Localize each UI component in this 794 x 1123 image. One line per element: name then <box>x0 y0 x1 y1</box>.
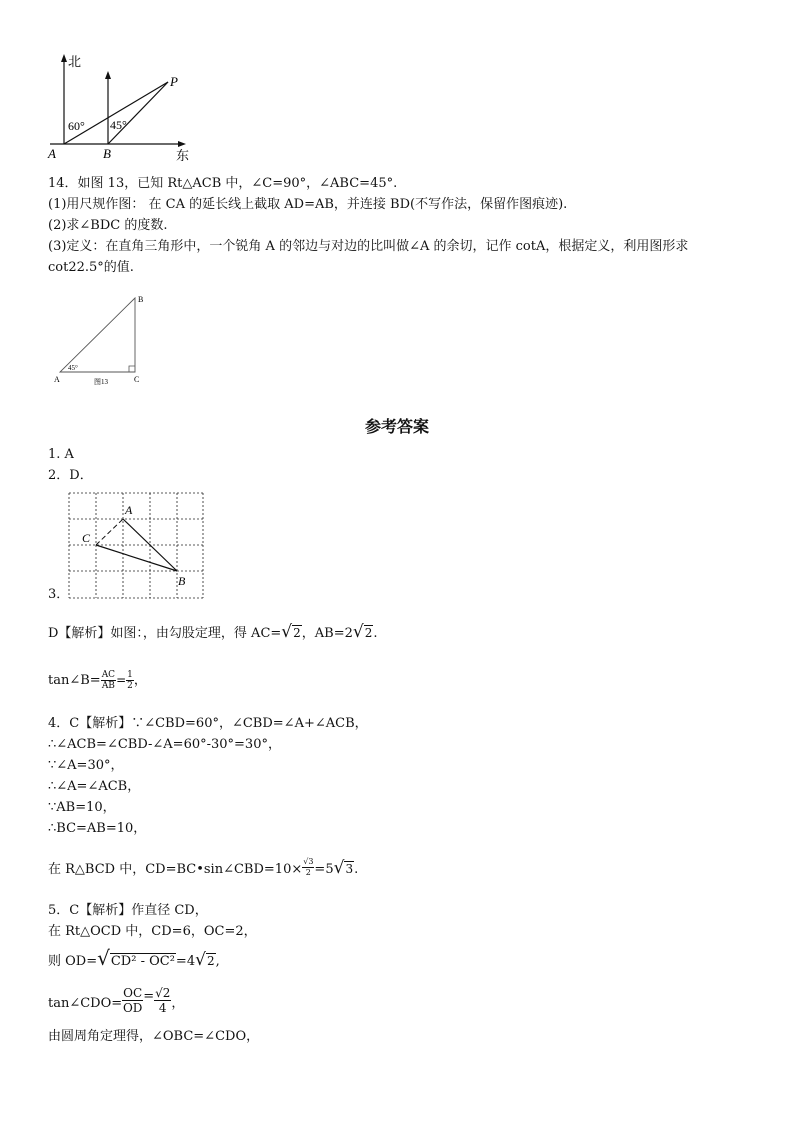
a5-line2: 在 Rt△OCD 中，CD=6，OC=2， <box>48 924 257 939</box>
a5-line1: 5．C【解析】作直径 CD， <box>48 903 208 918</box>
answer-3-number: 3． <box>48 587 70 602</box>
answer-2: 2．D． <box>48 468 93 483</box>
point-b: B <box>103 146 111 161</box>
grid-figure <box>68 492 206 602</box>
fig13-a: A <box>54 375 60 384</box>
q14-line1: 14．如图 13，已知 Rt△ACB 中，∠C=90°，∠ABC=45°. <box>48 176 398 191</box>
a4-line2: ∴∠ACB=∠CBD-∠A=60°-30°=30°， <box>48 737 281 752</box>
grid-b: B <box>178 574 186 588</box>
east-label: 东 <box>176 148 190 163</box>
a5-tan-line: tan∠CDO= $\frac{OC}{OD}$ = $\frac{√2}{4}$ ， <box>48 986 185 1015</box>
fig13-b: B <box>138 295 144 304</box>
q14-line2: (1)用尺规作图： 在 CA 的延长线上截取 AD=AB，并连接 BD(不写作法，保留作图痕迹). <box>48 197 568 212</box>
a4-line7: 在 R△BCD 中，CD=BC•sin∠CBD=10× $\frac{√3}{2}$ =5√3. <box>48 857 359 878</box>
north-label: 北 <box>68 54 82 69</box>
fig13-angle: 45° <box>68 364 78 372</box>
a4-line3: ∵∠A=30°， <box>48 758 124 773</box>
a5-line3: 则 OD=√CD² - OC²=4√2, <box>48 946 220 970</box>
a5-line5: 由圆周角定理得，∠OBC=∠CDO， <box>48 1029 260 1044</box>
q14-line3: (2)求∠BDC 的度数. <box>48 218 168 233</box>
answers-title: 参考答案 <box>364 417 429 436</box>
a4-line6: ∴BC=AB=10， <box>48 821 147 836</box>
a4-line1: 4．C【解析】∵∠CBD=60°，∠CBD=∠A+∠ACB， <box>48 716 368 731</box>
bearing-figure <box>40 50 210 165</box>
fig13-c: C <box>134 375 140 384</box>
point-a: A <box>48 146 56 161</box>
grid-c: C <box>82 531 91 545</box>
angle-45: 45° <box>110 118 127 132</box>
a3-line1: D【解析】如图：，由勾股定理，得 AC=√2，AB=2√2. <box>48 622 378 642</box>
q14-line5: cot22.5°的值. <box>48 260 134 275</box>
fig13-caption: 图13 <box>94 378 108 386</box>
figure-13 <box>48 292 158 392</box>
answer-1: 1. A <box>48 447 74 462</box>
grid-a: A <box>125 503 133 517</box>
a4-line5: ∵AB=10， <box>48 800 116 815</box>
angle-60: 60° <box>68 119 85 133</box>
a4-line4: ∴∠A=∠ACB， <box>48 779 141 794</box>
a3-tan-line: tan∠B= $\frac{AC}{AB}$ = $\frac{1}{2}$ ， <box>48 670 147 691</box>
q14-line4: (3)定义：在直角三角形中，一个锐角 A 的邻边与对边的比叫做∠A 的余切，记作 cotA，根据定义，利用图形求 <box>48 239 689 254</box>
point-p: P <box>170 74 178 89</box>
